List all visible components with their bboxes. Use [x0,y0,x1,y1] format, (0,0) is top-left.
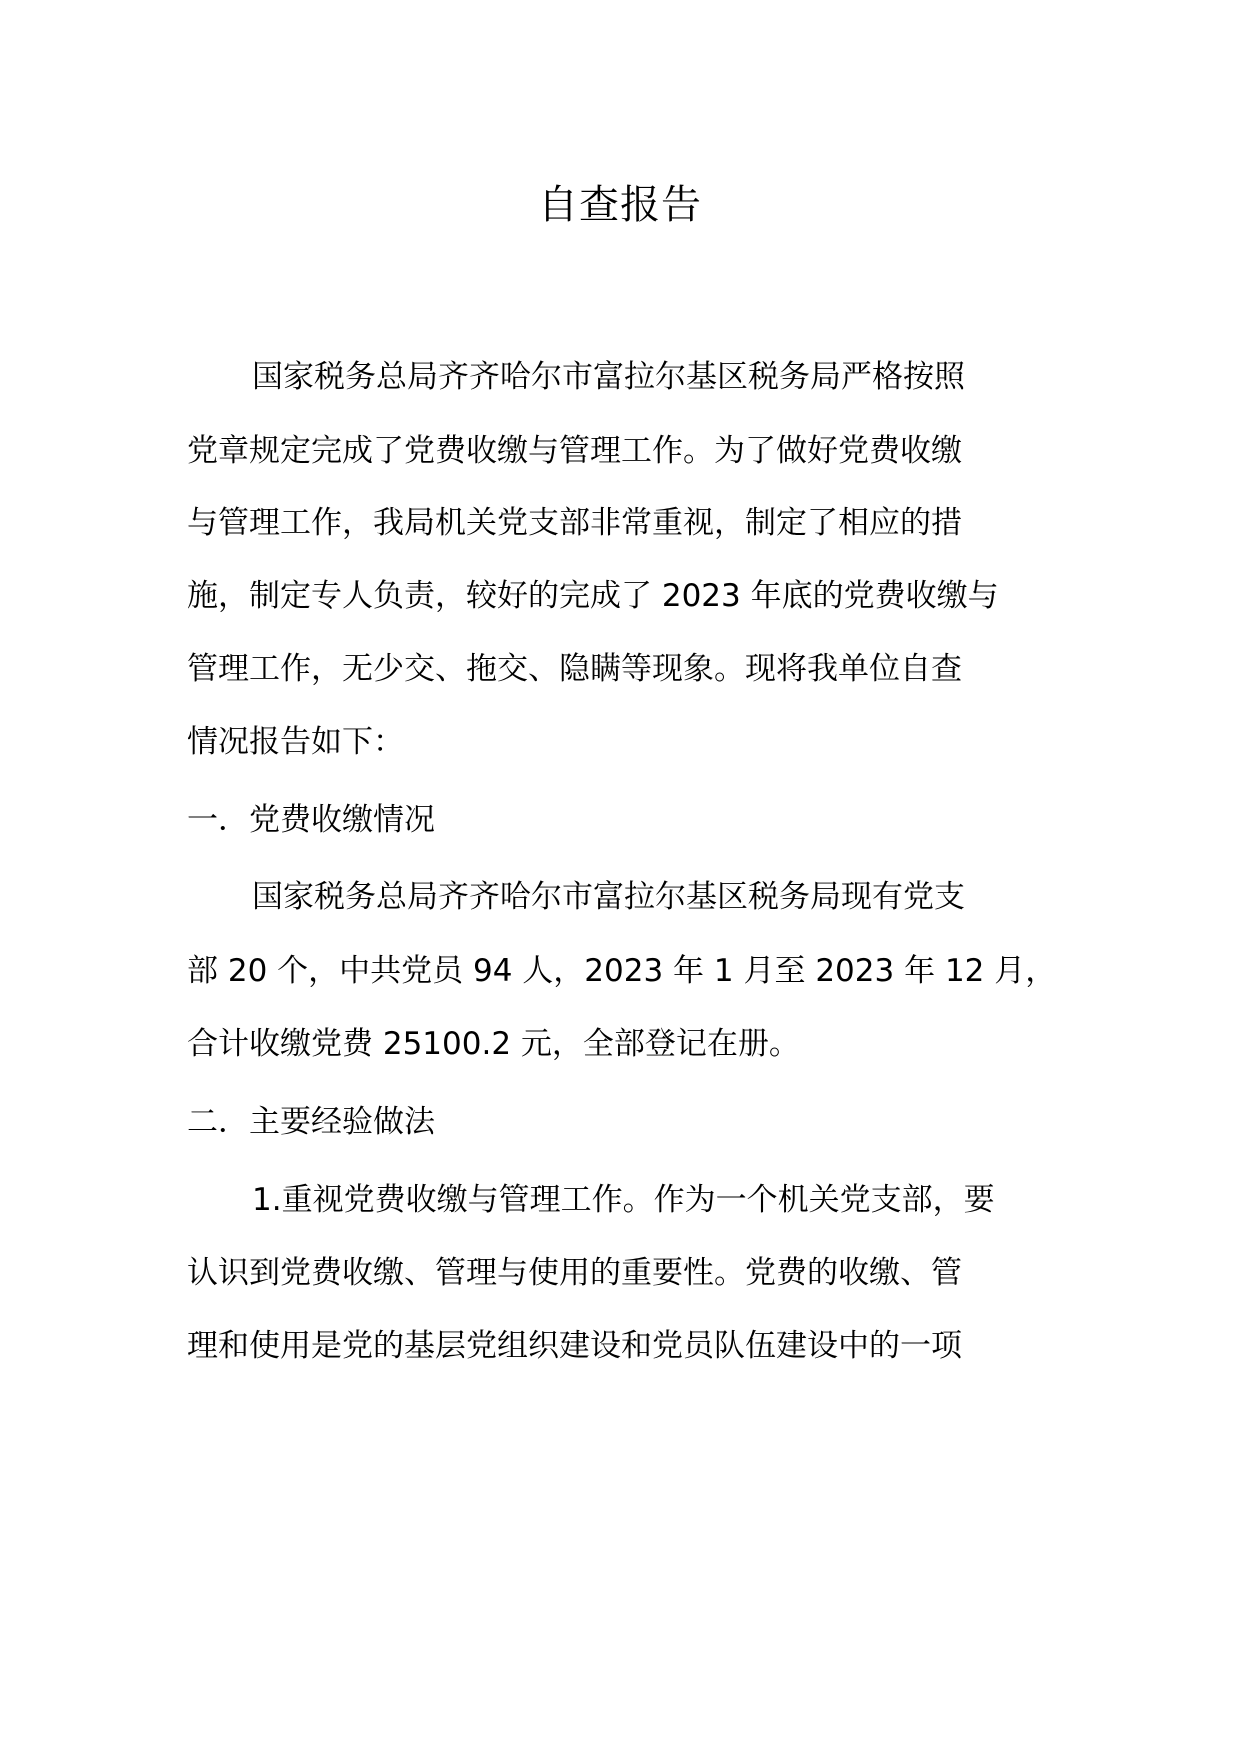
section-1-line-1: 国家税务总局齐齐哈尔市富拉尔基区税务局现有党支 [252,879,965,915]
intro-line-2: 党章规定完成了党费收缴与管理工作。为了做好党费收缴 [187,433,962,469]
intro-line-6: 情况报告如下： [187,724,404,760]
intro-line-1: 国家税务总局齐齐哈尔市富拉尔基区税务局严格按照 [252,359,965,395]
section-2-line-2: 认识到党费收缴、管理与使用的重要性。党费的收缴、管 [187,1255,962,1291]
intro-line-4: 施，制定专人负责，较好的完成了 2023 年底的党费收缴与 [187,578,999,614]
section-2-heading: 二．主要经验做法 [187,1104,435,1140]
intro-line-5: 管理工作，无少交、拖交、隐瞒等现象。现将我单位自查 [187,651,962,687]
intro-line-3: 与管理工作，我局机关党支部非常重视，制定了相应的措 [187,505,962,541]
document-title: 自查报告 [538,182,702,228]
section-1-line-3: 合计收缴党费 25100.2 元，全部登记在册。 [187,1026,800,1062]
section-1-line-2: 部 20 个，中共党员 94 人，2023 年 1 月至 2023 年 12 月， [187,953,1057,989]
section-1-heading: 一．党费收缴情况 [187,802,435,838]
section-2-line-1: 1.重视党费收缴与管理工作。作为一个机关党支部，要 [252,1182,995,1218]
section-2-line-3: 理和使用是党的基层党组织建设和党员队伍建设中的一项 [187,1328,962,1364]
